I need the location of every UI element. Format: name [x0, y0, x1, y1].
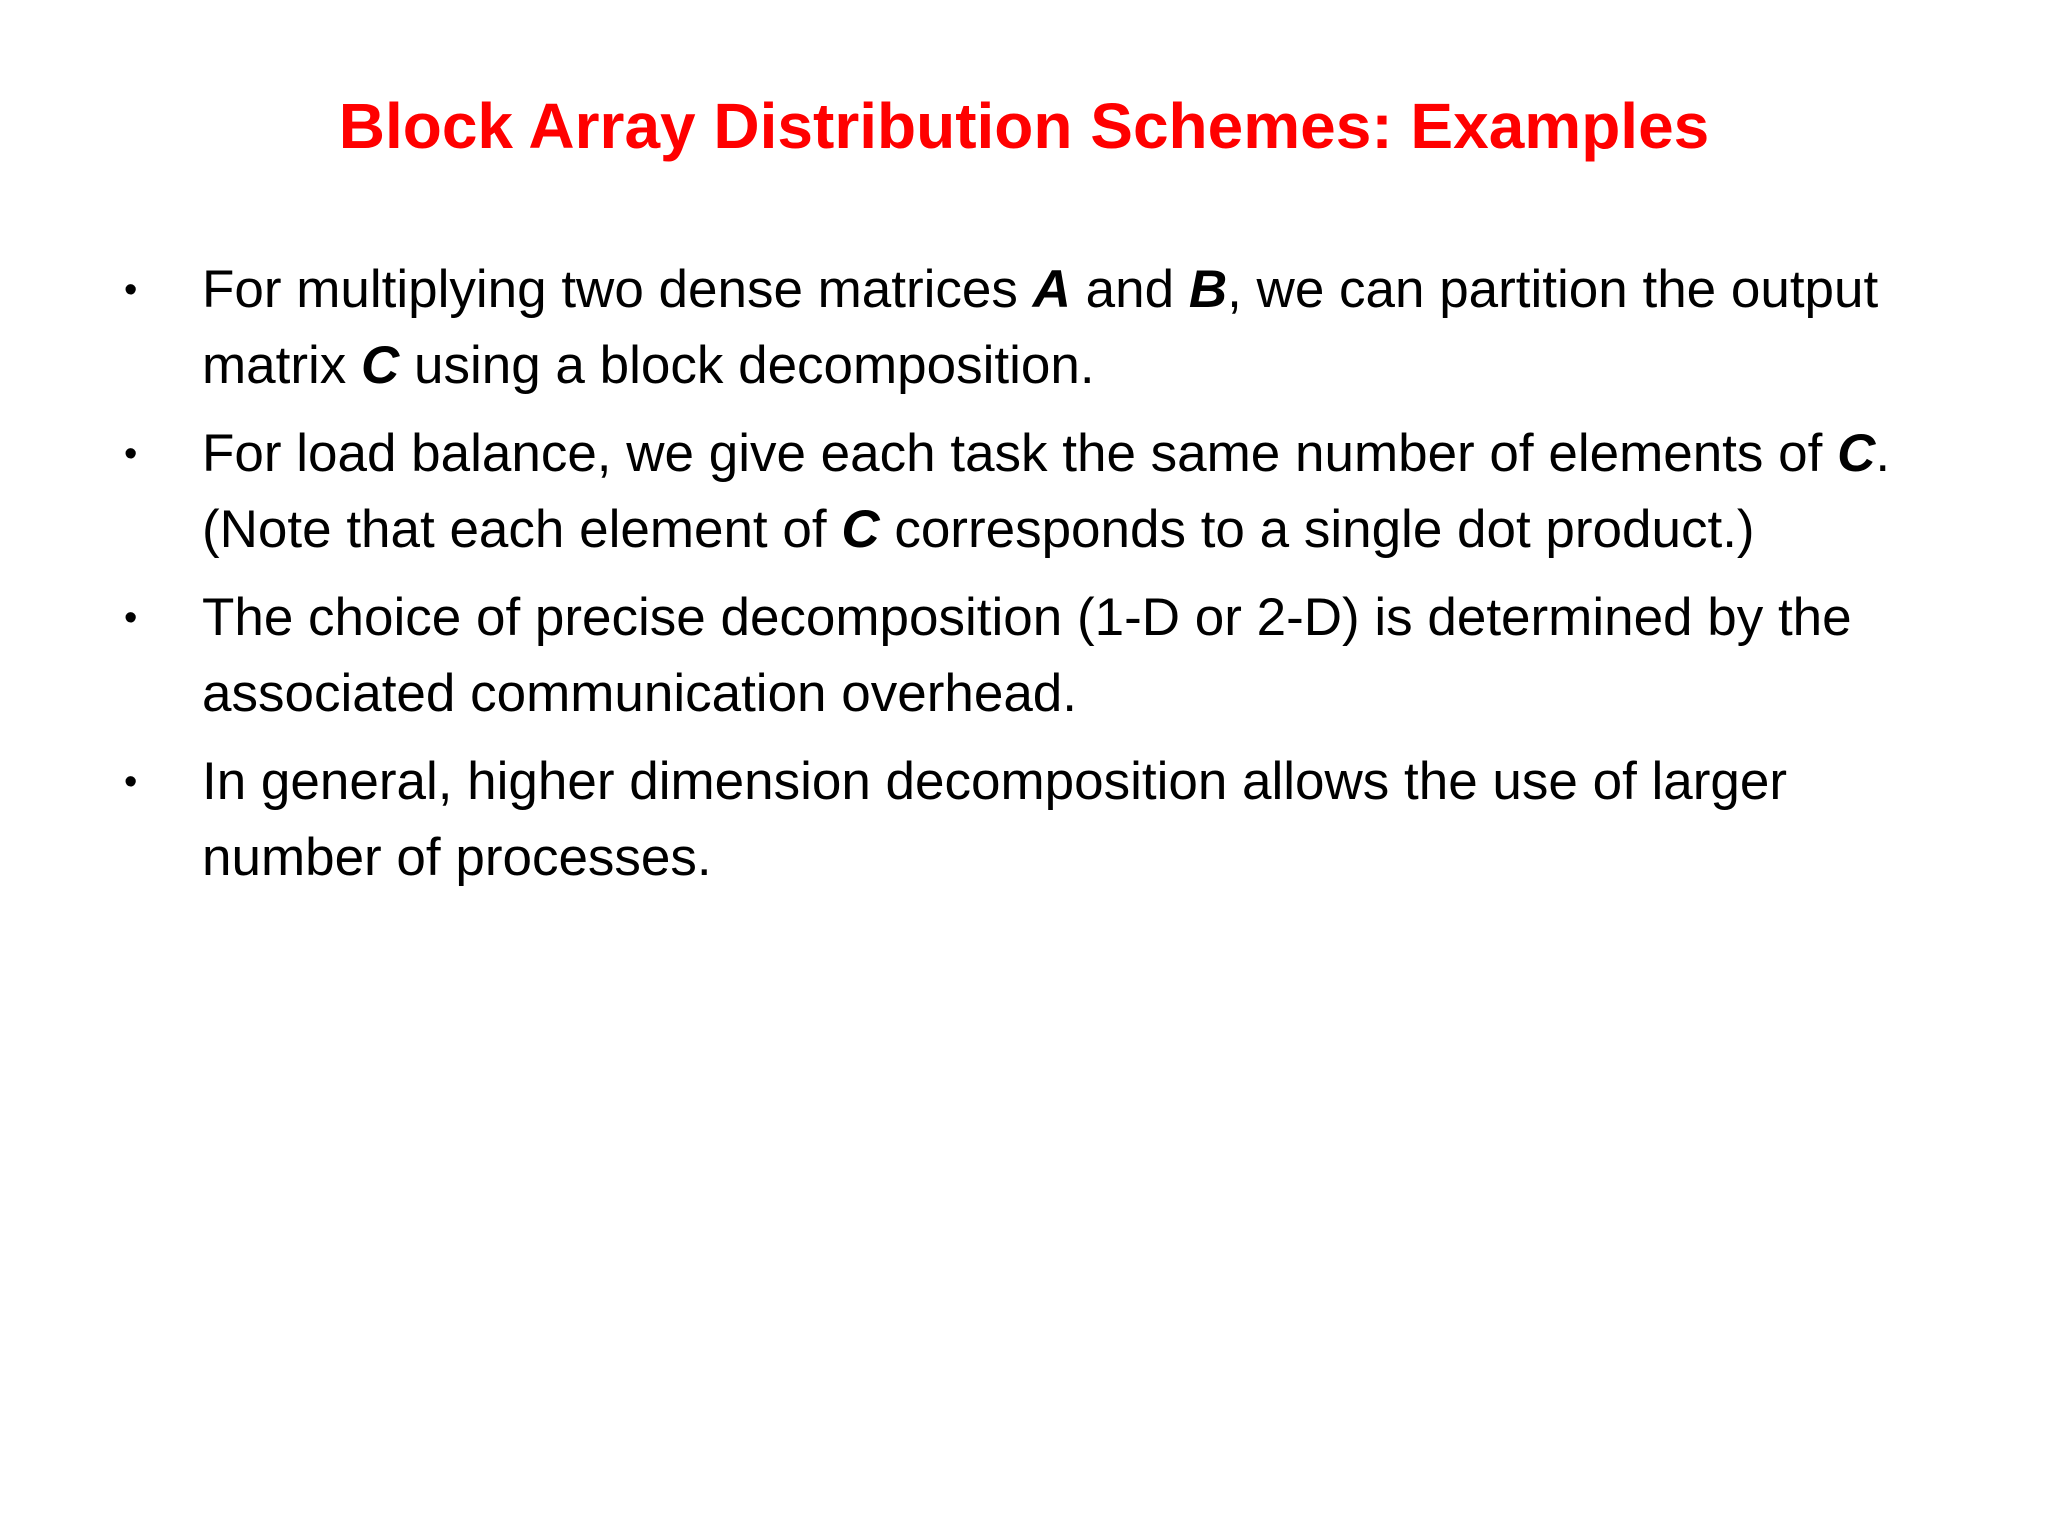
- text-run: The choice of precise decomposition (1-D or 2-D) is determined by the associated communication overhead.: [202, 588, 1852, 723]
- text-run: For load balance, we give each task the same number of elements of: [202, 424, 1838, 483]
- bullet-text: [202, 588, 1852, 723]
- bullet-item: [124, 744, 1944, 896]
- matrix-symbol: C: [1837, 424, 1876, 483]
- matrix-symbol: C: [361, 336, 400, 395]
- bullet-item: [124, 252, 1944, 404]
- bullet-text: [202, 424, 1890, 559]
- bullet-text: [202, 752, 1787, 887]
- text-run: and: [1070, 260, 1189, 319]
- matrix-symbol: A: [1032, 260, 1071, 319]
- bullet-dot-icon: •: [124, 269, 138, 311]
- bullet-item: [124, 580, 1944, 732]
- bullet-dot-icon: •: [124, 761, 138, 803]
- text-run: corresponds to a single dot product.): [879, 500, 1755, 559]
- slide-title: Block Array Distribution Schemes: Examples: [338, 90, 1710, 162]
- text-run: For multiplying two dense matrices: [202, 260, 1033, 319]
- bullet-text: [202, 260, 1878, 395]
- bullet-dot-icon: •: [124, 433, 138, 475]
- text-run: , we can partition the output matrix: [202, 260, 1879, 395]
- bullet-item: [124, 416, 1944, 568]
- text-run: In general, higher dimension decomposition allows the use of larger number of processes.: [202, 752, 1788, 887]
- text-run: using a block decomposition.: [399, 336, 1095, 395]
- text-run: . (Note that each element of: [202, 424, 1891, 559]
- bullet-dot-icon: •: [124, 597, 138, 639]
- matrix-symbol: C: [841, 500, 880, 559]
- matrix-symbol: B: [1188, 260, 1228, 319]
- bullet-list: [124, 252, 1944, 908]
